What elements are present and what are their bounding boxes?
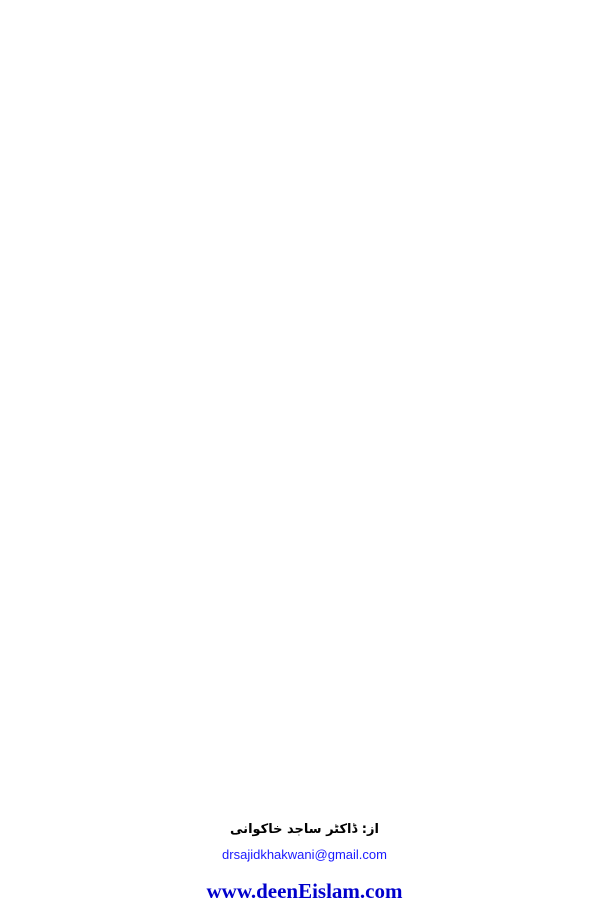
author-email-link[interactable]: drsajidkhakwani@gmail.com	[222, 847, 387, 862]
text-line	[12, 296, 597, 325]
text-line	[12, 410, 597, 439]
text-line	[12, 700, 597, 729]
text-line	[12, 496, 597, 525]
text-line	[12, 439, 597, 468]
website-link[interactable]: www.deenEislam.com	[206, 879, 403, 903]
article-body	[12, 6, 597, 814]
text-line	[12, 615, 597, 644]
text-line	[12, 467, 597, 496]
text-line	[12, 382, 597, 411]
text-line	[12, 120, 597, 149]
text-line	[12, 6, 597, 35]
text-line	[12, 553, 597, 582]
text-line	[12, 206, 597, 235]
paragraph-2	[12, 239, 597, 581]
text-line	[12, 63, 597, 92]
text-line	[12, 524, 597, 553]
text-line	[12, 239, 597, 268]
text-line	[12, 149, 597, 178]
text-line	[12, 177, 597, 206]
text-line	[12, 35, 597, 64]
text-line	[12, 353, 597, 382]
text-line	[12, 92, 597, 121]
text-line	[12, 729, 597, 758]
paragraph-3	[12, 586, 597, 814]
text-line	[12, 672, 597, 701]
paragraph-1	[12, 6, 597, 234]
text-line	[12, 786, 597, 815]
text-line	[12, 268, 597, 297]
text-line	[12, 643, 597, 672]
author-byline: از: ڈاکٹر ساجد خاکوانی	[230, 822, 379, 837]
text-line	[12, 586, 597, 615]
text-line	[12, 757, 597, 786]
text-line	[12, 325, 597, 354]
